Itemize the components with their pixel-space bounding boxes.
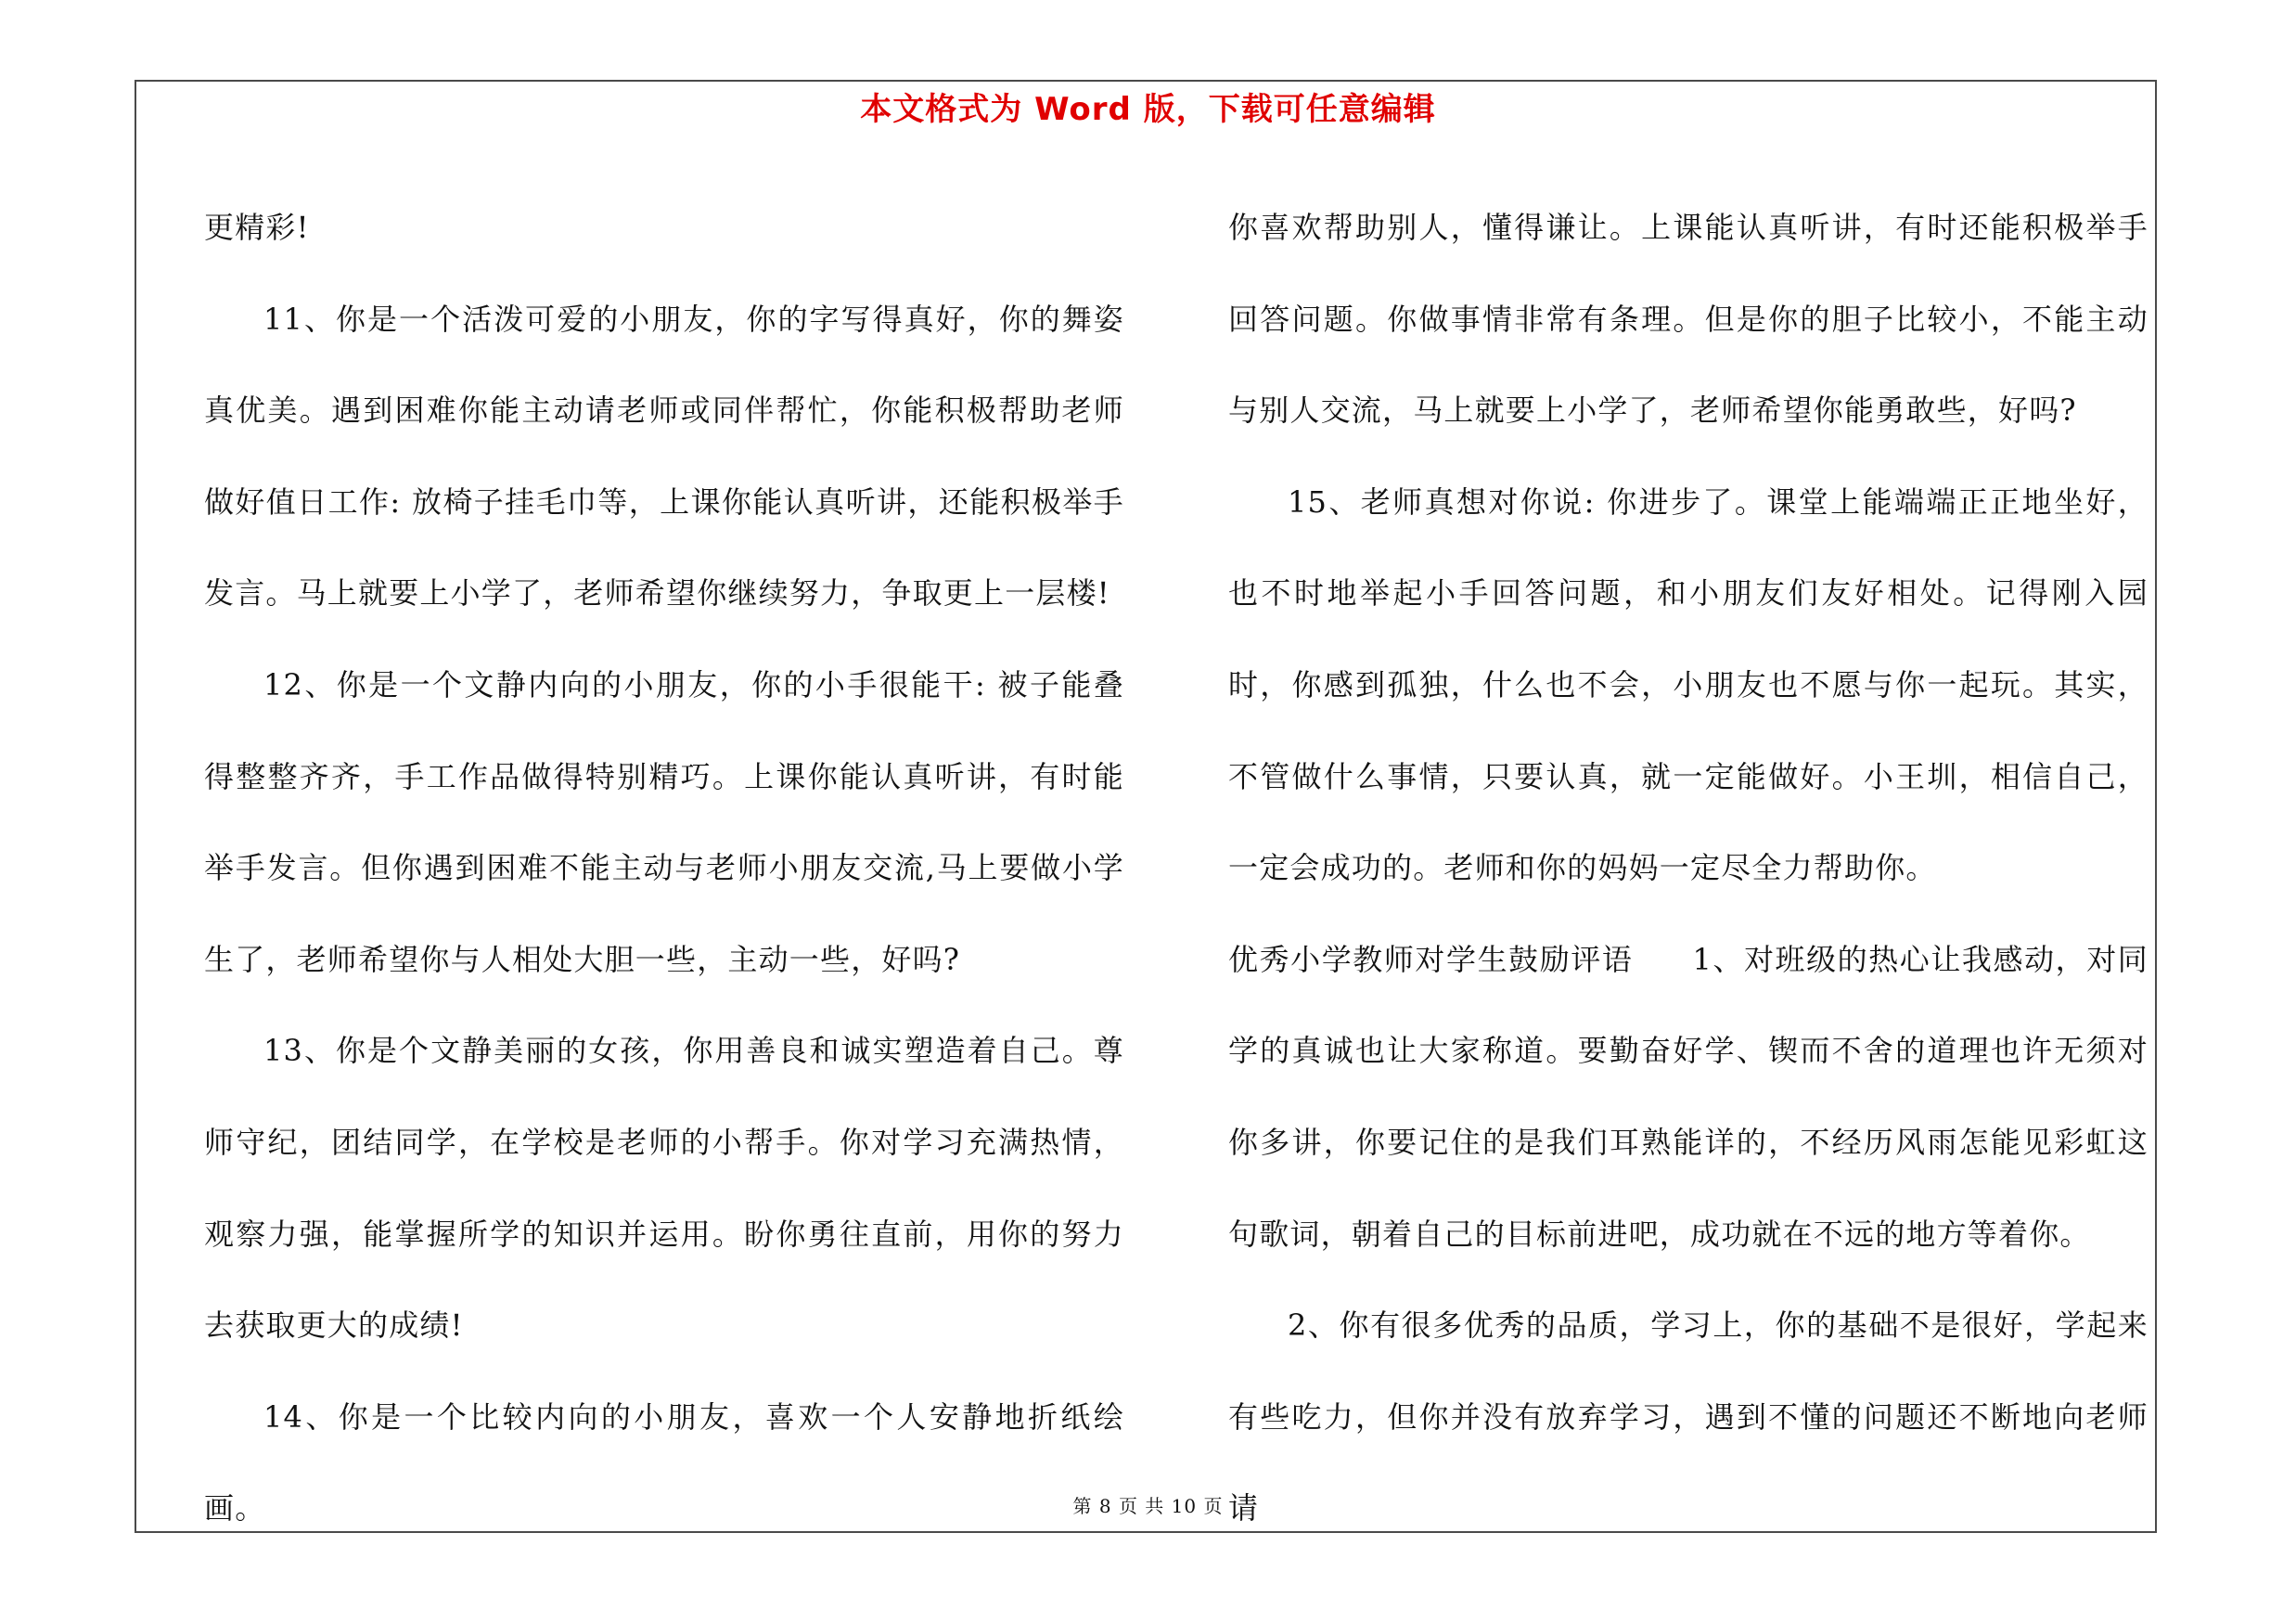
paragraph-13: 13、你是个文静美丽的女孩，你用善良和诚实塑造着自己。尊师守纪，团结同学，在学校是老师的小帮手。你对学习充满热情，观察力强，能掌握所学的知识并运用。盼你勇往直前，用你的努力去获取更大的成绩! (204, 1033, 1124, 1344)
left-column (204, 182, 1124, 1554)
section-heading: 优秀小学教师对学生鼓励评语 (1228, 941, 1634, 977)
paragraph-11: 11、你是一个活泼可爱的小朋友，你的字写得真好，你的舞姿真优美。遇到困难你能主动请老师或同伴帮忙，你能积极帮助老师做好值日工作: 放椅子挂毛巾等，上课你能认真听讲，还能积极举手发言。马上就要上小学了，老师希望你继续努力，争取更上一层楼! (204, 301, 1124, 612)
paragraph-15: 15、老师真想对你说: 你进步了。课堂上能端端正正地坐好，也不时地举起小手回答问题，和小朋友们友好相处。记得刚入园时，你感到孤独，什么也不会，小朋友也不愿与你一起玩。其实，不管做什么事情，只要认真，就一定能做好。小王圳，相信自己，一定会成功的。老师和你的妈妈一定尽全力帮助你。 (1228, 483, 2148, 886)
paragraph-12: 12、你是一个文静内向的小朋友，你的小手很能干: 被子能叠得整整齐齐，手工作品做得特别精巧。上课你能认真听讲，有时能举手发言。但你遇到困难不能主动与老师小朋友交流,马上要做小学生了，老师希望你与人相处大胆一些，主动一些，好吗? (204, 666, 1124, 977)
page-number-footer: 第 8 页 共 10 页 (1072, 1495, 1224, 1517)
right-column (1228, 182, 2148, 1554)
paragraph-14: 14、你是一个比较内向的小朋友，喜欢一个人安静地折纸绘画。 (204, 1398, 1124, 1526)
paragraph-14-continuation: 你喜欢帮助别人，懂得谦让。上课能认真听讲，有时还能积极举手回答问题。你做事情非常有条理。但是你的胆子比较小，不能主动与别人交流，马上就要上小学了，老师希望你能勇敢些，好吗? (1228, 210, 2148, 429)
section-paragraph-1 (1228, 914, 2148, 1280)
word-format-banner: 本文格式为 Word 版，下载可任意编辑 (860, 91, 1436, 128)
section-paragraph-1-text: 1、对班级的热心让我感动，对同学的真诚也让大家称道。要勤奋好学、锲而不舍的道理也许无须对你多讲，你要记住的是我们耳熟能详的，不经历风雨怎能见彩虹这句歌词，朝着自己的目标前进吧，成功就在不远的地方等着你。 (1228, 941, 2148, 1252)
paragraph-continuation: 更精彩! (204, 210, 310, 245)
section-paragraph-2: 2、你有很多优秀的品质，学习上，你的基础不是很好，学起来有些吃力，但你并没有放弃学习，遇到不懂的问题还不断地向老师请 (1228, 1307, 2148, 1526)
